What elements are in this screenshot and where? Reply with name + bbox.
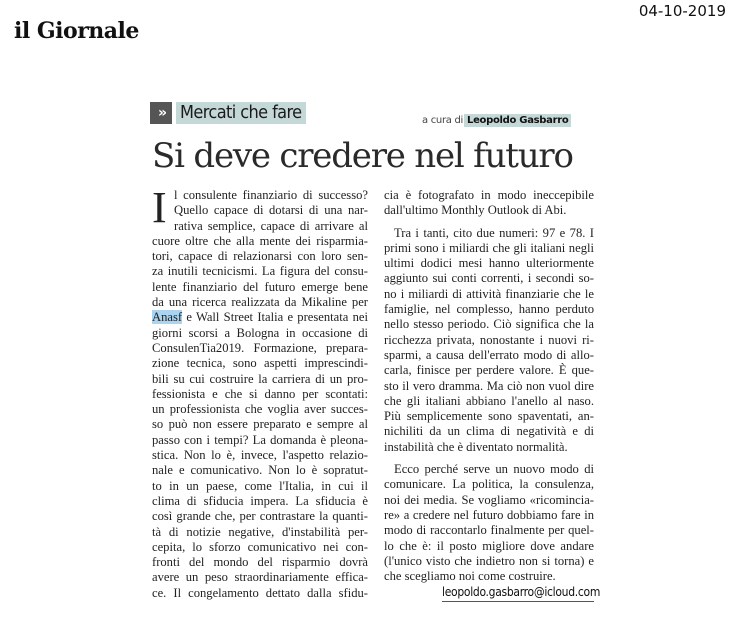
text-line: aggiunto sui conti correnti, i secondi so-	[384, 271, 594, 286]
text-line: nichiliti da un clima di negatività e di	[384, 424, 594, 439]
text-line: avere un peso straordinariamente effica-	[152, 570, 368, 585]
text-line: fessionista e che si danno per scontati:	[152, 386, 368, 401]
text-line: cepita, lo sforzo comunicativo nei con-	[152, 539, 368, 554]
highlighted-word: Anasf	[152, 310, 183, 325]
text-line: l consulente finanziario di successo?	[174, 188, 368, 202]
text-line: comunicare. La politica, la consulenza,	[384, 477, 594, 492]
text-line: so può non essere preparato e sempre al	[152, 417, 368, 432]
publication-date: 04-10-2019	[638, 2, 726, 20]
byline	[422, 114, 571, 127]
text-line: noi dei media. Se vogliamo «ricomincia-	[384, 492, 594, 507]
chevron-icon: »	[150, 102, 172, 124]
section-label: Mercati che fare	[176, 102, 306, 124]
text-line: Ecco perché serve un nuovo modo di	[394, 462, 594, 477]
text-line: zione tecnica, sono aspetti imprescindi-	[152, 356, 368, 371]
text-fragment: e Wall Street Italia e presentata nei	[182, 310, 368, 325]
text-line: rativa semplice, capace di arrivare al	[174, 218, 368, 233]
text-line: Tra i tanti, cito due numeri: 97 e 78. I	[394, 225, 594, 240]
text-line: cia è fotografato in modo ineccepibile	[384, 188, 594, 202]
text-line: lente finanziario del futuro emerge bene	[152, 279, 368, 294]
text-line: nello stesso periodo. Ciò significa che la	[384, 317, 594, 332]
section-rubric	[150, 102, 306, 124]
text-line: instabilità che è diventato normalità.	[384, 439, 568, 454]
text-line: clima di sfiducia impera. La sfiducia è	[152, 493, 368, 508]
article-column-left	[152, 183, 368, 601]
email-underline	[442, 601, 594, 602]
text-line: ricchezza privata, nonostante i nuovi ri-	[384, 332, 594, 347]
text-line: Quello capace di dotarsi di una nar-	[174, 203, 368, 218]
text-line: bili su cui costruire la carriera di un pro-	[152, 371, 368, 386]
byline-prefix: a cura di	[422, 115, 463, 126]
text-line: dall'ultimo Monthly Outlook di Abi.	[384, 203, 567, 218]
text-line: re» a credere nel futuro dobbiamo fare in	[384, 507, 594, 522]
text-line: (l'unico visto che indietro non si torna) e	[384, 553, 594, 568]
text-line: che gli italiani abbiano l'anello al naso.	[384, 393, 594, 408]
text-line: giorni scorsi a Bologna in occasione di	[152, 325, 368, 340]
article-column-right	[384, 188, 594, 584]
text-line: così grande che, per contrastare la quanti-	[152, 509, 368, 524]
text-line: to in un paese, come l'Italia, in cui il	[152, 478, 368, 493]
text-line: un professionista che voglia aver succes-	[152, 402, 368, 417]
text-line: lo che è: il posto migliore dove andare	[384, 538, 594, 553]
article-headline: Si deve credere nel futuro	[152, 136, 573, 176]
text-line: che scegliamo noi come costruire.	[384, 569, 556, 584]
text-line: nale e comunicativo. Non lo è sopratut-	[152, 463, 368, 478]
text-line: no i miliardi di attività finanziarie che le	[384, 286, 594, 301]
text-line	[152, 310, 368, 325]
text-line: famiglie, nel complesso, hanno perduto	[384, 302, 594, 317]
text-line: da una ricerca realizzata da Mikaline per	[152, 295, 368, 310]
text-line: sparmi, a causa dell'errato modo di allo-	[384, 347, 594, 362]
text-line: primi sono i miliardi che gli italiani negli	[384, 240, 594, 255]
text-line: passo con i tempi? La domanda è pleona-	[152, 432, 368, 447]
text-line: ce. Il congelamento dettato dalla sfidu-	[152, 585, 368, 600]
text-line: sto il vero dramma. Ma ciò non vuol dire	[384, 378, 594, 393]
text-line: za inutili tecnicismi. La figura del consu-	[152, 264, 368, 279]
text-line: cuore oltre che alla mente dei risparmia-	[152, 233, 368, 248]
text-line: stica. Non lo è, invece, l'aspetto relazio-	[152, 448, 368, 463]
text-line: tà di notizie negative, d'instabilità per-	[152, 524, 368, 539]
text-line: Più semplicemente sono spaventati, an-	[384, 409, 594, 424]
text-line: ultimi dodici mesi hanno ulteriormente	[384, 256, 594, 271]
paragraph-gap	[384, 455, 594, 462]
masthead-logo: il Giornale	[14, 18, 139, 44]
author-email: leopoldo.gasbarro@icloud.com	[442, 585, 601, 599]
text-line: modo di raccontarlo finalmente per quel-	[384, 523, 594, 538]
text-line: tori, capace di relazionarsi con loro sen-	[152, 249, 368, 264]
paragraph-gap	[384, 219, 594, 226]
text-line: ConsulenTia2019. Formazione, prepara-	[152, 340, 368, 355]
text-line: fronti del mondo del risparmio dovrà	[152, 555, 368, 570]
text-line: carla, finisce per perdere valore. È que-	[384, 363, 594, 378]
drop-cap: I	[152, 183, 167, 232]
byline-author: Leopoldo Gasbarro	[464, 114, 571, 127]
